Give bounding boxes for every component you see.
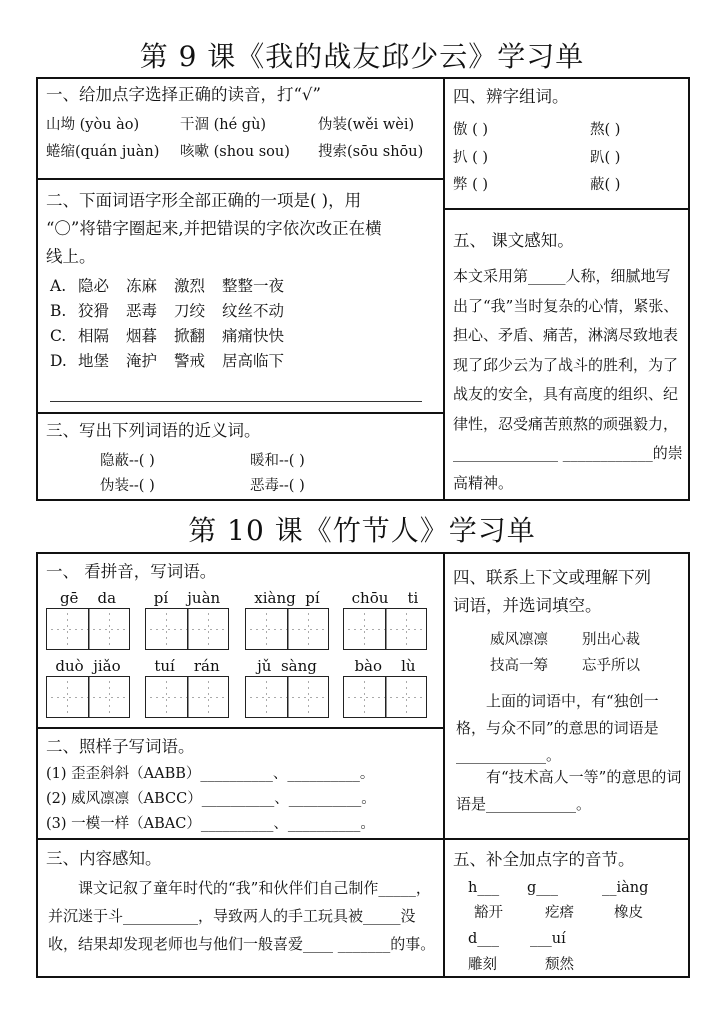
writing-grid[interactable] (343, 676, 427, 718)
pinyin-label: chōu ti (351, 589, 419, 607)
l9-q2-line: 二、下面词语字形全部正确的一项是( )，用 (46, 191, 362, 210)
l10-q4-word: 别出心裁 (582, 632, 640, 648)
writing-grid[interactable] (46, 608, 130, 650)
pinyin-label: duò jiǎo (55, 657, 121, 675)
l9-q2-option (50, 301, 284, 321)
l9-q4-item: 蔽( ) (590, 177, 621, 193)
l9-q1-heading: 一、给加点字选择正确的读音，打“√” (46, 85, 321, 104)
l10-q2-item: (2) 威风凛凛（ABCC）__________、__________。 (46, 791, 376, 807)
l9-q1-item: 伪装(wěi wèi) (318, 117, 415, 133)
l10-q4-text: 有“技术高人一等”的意思的词语是____________。 (456, 768, 682, 813)
pinyin-label: tuí rán (154, 657, 220, 675)
l9-q1-item: 搜索(sōu shōu) (318, 144, 424, 160)
syllable-word: 颓然 (545, 957, 574, 973)
writing-grid[interactable] (145, 608, 229, 650)
divider (36, 412, 444, 414)
l9-q5-heading: 五、 课文感知。 (453, 231, 574, 250)
l9-q1-item: 干涸 (hé gù) (180, 117, 267, 133)
option-word: 地堡 (78, 352, 110, 370)
l9-q4-item: 趴( ) (590, 150, 621, 166)
syllable-blank: __iàng (602, 880, 649, 896)
option-word: 痛痛快快 (222, 327, 285, 345)
l9-q5-text: 本文采用第_____人称，细腻地写出了“我”当时复杂的心情，紧张、担心、矛盾、痛苦，淋漓尽致地表现了邱少云为了战斗的胜利，为了战友的安全，具有高度的组织、纪律性，忍受痛苦煎熬的顽强毅力，______________ ____________的崇高精神。 (453, 267, 683, 492)
writing-grid[interactable] (343, 608, 427, 650)
writing-grid[interactable] (245, 676, 329, 718)
writing-grid[interactable] (46, 676, 130, 718)
l10-q5-heading: 五、补全加点字的音节。 (453, 850, 635, 869)
syllable-word: 豁开 (474, 905, 503, 921)
option-letter: B. (50, 302, 67, 320)
option-word: 狡猾 (78, 302, 110, 320)
option-word: 冻麻 (126, 277, 158, 295)
l9-q4-heading: 四、辨字组词。 (453, 87, 569, 106)
l10-q2-item: (1) 歪歪斜斜（AABB）__________、__________。 (46, 766, 375, 782)
divider (36, 178, 444, 180)
pinyin-label: bào lù (354, 657, 416, 675)
option-letter: C. (50, 327, 67, 345)
option-letter: D. (50, 352, 67, 370)
divider (36, 727, 444, 729)
option-word: 掀翻 (174, 327, 206, 345)
pinyin-label: xiàng pí (254, 589, 320, 607)
l10-q1-heading: 一、 看拼音，写词语。 (46, 562, 217, 581)
l9-q2-option (50, 276, 284, 296)
option-word: 激烈 (174, 277, 206, 295)
option-word: 刀绞 (174, 302, 206, 320)
option-word: 隐必 (78, 277, 110, 295)
syllable-blank: d___ (468, 931, 500, 947)
l10-q4-word: 技高一筹 (490, 658, 548, 674)
l9-q1-item: 山坳 (yòu ào) (46, 117, 140, 133)
option-word: 淹护 (126, 352, 158, 370)
l9-q3-heading: 三、写出下列词语的近义词。 (46, 421, 261, 440)
pinyin-label: gē da (59, 589, 117, 607)
l10-q4-line: 词语，并选词填空。 (453, 596, 602, 615)
lesson10-divider (443, 552, 445, 978)
lesson9-divider (443, 77, 445, 501)
l9-q2-line: 线上。 (46, 247, 96, 266)
writing-grid[interactable] (245, 608, 329, 650)
option-word: 烟暮 (126, 327, 158, 345)
pinyin-label: jǔ sàng (257, 657, 317, 675)
l10-q4-word: 威风凛凛 (490, 632, 548, 648)
syllable-blank: g___ (527, 880, 559, 896)
l9-q4-item: 傲 ( ) (453, 122, 489, 138)
divider (443, 208, 690, 210)
option-word: 纹丝不动 (222, 302, 285, 320)
syllable-word: 雕刻 (468, 957, 497, 973)
option-letter: A. (50, 277, 67, 295)
l9-q1-item: 蜷缩(quán juàn) (46, 144, 160, 160)
syllable-blank: ___uí (530, 931, 566, 947)
l10-q3-text: 课文记叙了童年时代的“我”和伙伴们自己制作_____，并沉迷于斗__________，导致两人的手工玩具被_____没收，结果却发现老师也与他们一般喜爱____ _______的事。 (48, 879, 436, 953)
l9-q3-item: 伪装--( ) (100, 478, 155, 494)
answer-line (50, 401, 422, 402)
divider (36, 838, 444, 840)
l9-q1-item: 咳嗽 (shou sou) (180, 144, 290, 160)
option-word: 居高临下 (222, 352, 285, 370)
l9-q3-item: 暖和--( ) (250, 453, 305, 469)
option-word: 恶毒 (126, 302, 158, 320)
syllable-word: 疙瘩 (545, 905, 574, 921)
l10-q4-text: 上面的词语中，有“独创一格，与众不同”的意思的词语是____________。 (456, 692, 659, 764)
l9-q4-item: 扒 ( ) (453, 150, 489, 166)
divider (443, 838, 690, 840)
l9-q4-item: 熬( ) (590, 122, 621, 138)
l9-q2-option (50, 326, 284, 346)
l9-q3-item: 隐蔽--( ) (100, 453, 155, 469)
writing-grid[interactable] (145, 676, 229, 718)
option-word: 整整一夜 (222, 277, 285, 295)
l10-q4-word: 忘乎所以 (582, 658, 640, 674)
l9-q4-item: 弊 ( ) (453, 177, 489, 193)
l9-q2-line: “〇”将错字圈起来,并把错误的字依次改正在横 (46, 219, 382, 238)
l9-q3-item: 恶毒--( ) (250, 478, 305, 494)
option-word: 警戒 (174, 352, 206, 370)
l10-q2-heading: 二、照样子写词语。 (46, 737, 195, 756)
pinyin-label: pí juàn (153, 589, 221, 607)
option-word: 相隔 (78, 327, 110, 345)
l10-q4-line: 四、联系上下文或理解下列 (453, 568, 651, 587)
lesson9-title: 第 9 课《我的战友邱少云》学习单 (139, 40, 585, 73)
lesson10-title: 第 10 课《竹节人》学习单 (188, 514, 536, 547)
l10-q2-item: (3) 一模一样（ABAC）__________、__________。 (46, 816, 375, 832)
syllable-word: 橡皮 (614, 905, 643, 921)
l10-q3-heading: 三、内容感知。 (46, 849, 162, 868)
syllable-blank: h___ (468, 880, 500, 896)
l9-q2-option (50, 351, 284, 371)
